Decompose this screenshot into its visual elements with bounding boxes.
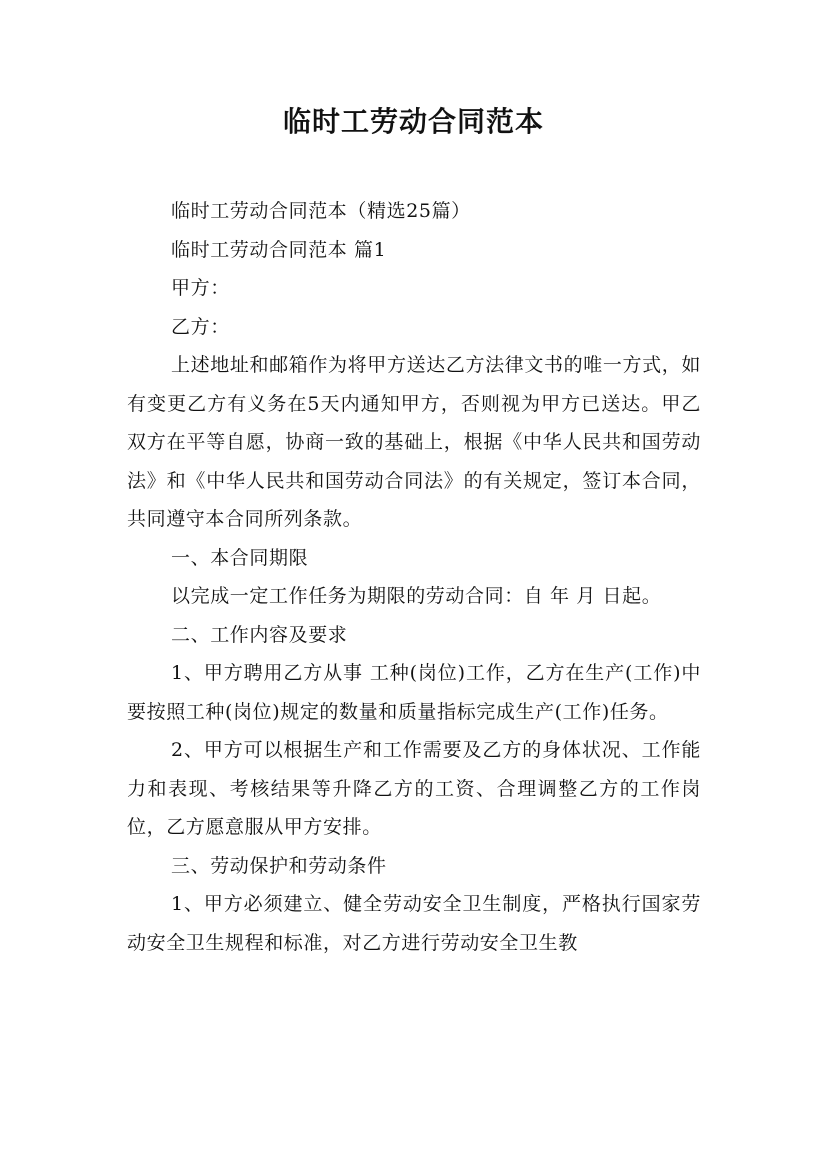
- paragraph-heading-term: 一、本合同期限: [171, 546, 309, 569]
- paragraph-heading-protection: 三、劳动保护和劳动条件: [171, 854, 387, 877]
- paragraph-preamble: 上述地址和邮箱作为将甲方送达乙方法律文书的唯一方式，如有变更乙方有义务在5天内通知甲方，否则视为甲方已送达。甲乙双方在平等自愿，协商一致的基础上，根据《中华人民共和国劳动法》和《中华人民共和国劳动合同法》的有关规定，签订本合同，共同遵守本合同所列条款。: [127, 354, 701, 530]
- paragraph-party-a: 甲方：: [171, 277, 230, 299]
- paragraph-section-heading: 临时工劳动合同范本 篇1: [171, 238, 387, 261]
- paragraph-work-2: 2、甲方可以根据生产和工作需要及乙方的身体状况、工作能力和表现、考核结果等升降乙方的工资、合理调整乙方的工作岗位，乙方愿意服从甲方安排。: [127, 739, 701, 838]
- paragraph-work-1: 1、甲方聘用乙方从事 工种(岗位)工作，乙方在生产(工作)中要按照工种(岗位)规定的数量和质量指标完成生产(工作)任务。: [127, 662, 701, 723]
- paragraph-heading-work: 二、工作内容及要求: [171, 623, 348, 646]
- paragraph-subtitle: 临时工劳动合同范本（精选25篇）: [171, 200, 471, 222]
- document-title: 临时工劳动合同范本: [282, 105, 544, 138]
- paragraph-party-b: 乙方：: [171, 315, 230, 338]
- document-body: [127, 192, 701, 962]
- paragraph-protection-1: 1、甲方必须建立、健全劳动安全卫生制度，严格执行国家劳动安全卫生规程和标准，对乙方进行劳动安全卫生教: [127, 893, 701, 954]
- paragraph-term: 以完成一定工作任务为期限的劳动合同：自 年 月 日起。: [171, 585, 662, 607]
